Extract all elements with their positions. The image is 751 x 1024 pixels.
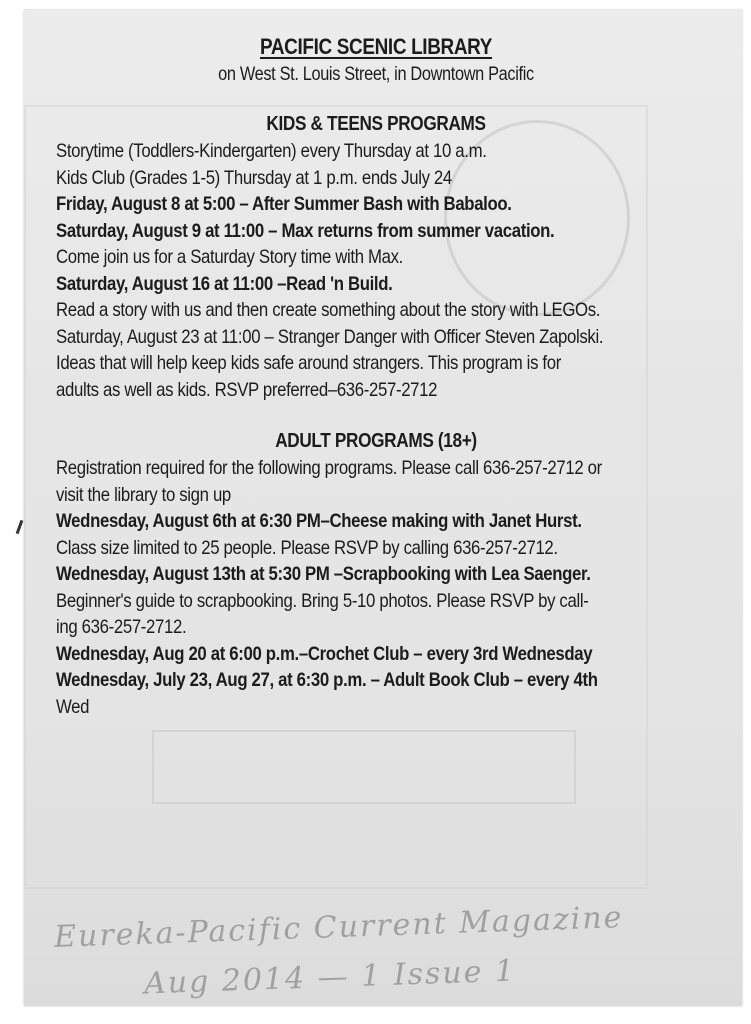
kids-line: Friday, August 8 at 5:00 – After Summer Bash with Babaloo. (56, 193, 512, 215)
page-title: PACIFIC SCENIC LIBRARY (259, 34, 493, 59)
kids-line: Come join us for a Saturday Story time with Max. (56, 246, 403, 268)
section-spacer (56, 403, 696, 427)
article-body (56, 32, 696, 720)
kids-line: Saturday, August 9 at 11:00 – Max returns from summer vacation. (56, 219, 555, 242)
handwritten-date-note: Aug 2014 — 1 Issue 1 (143, 953, 517, 1002)
adult-line: Class size limited to 25 people. Please RSVP by calling 636-257-2712. (56, 536, 558, 559)
kids-line: Ideas that will help keep kids safe around strangers. This program is for (56, 352, 561, 374)
scan-edge-mark (16, 520, 24, 534)
kids-line: Kids Club (Grades 1-5) Thursday at 1 p.m. ends July 24 (56, 166, 452, 189)
adult-line: Registration required for the following programs. Please call 636-257-2712 or (56, 457, 602, 479)
adult-line: Wednesday, July 23, Aug 27, at 6:30 p.m. – Adult Book Club – every 4th (56, 669, 598, 691)
adult-line: Wednesday, August 6th at 6:30 PM–Cheese making with Janet Hurst. (56, 510, 582, 532)
kids-section-heading: KIDS & TEENS PROGRAMS (266, 113, 486, 135)
kids-line: Storytime (Toddlers-Kindergarten) every Thursday at 10 a.m. (56, 140, 487, 162)
adult-line: Beginner's guide to scrapbooking. Bring 5-10 photos. Please RSVP by call- (56, 589, 589, 612)
kids-line: adults as well as kids. RSVP preferred–636-257-2712 (56, 378, 438, 401)
page-subtitle: on West St. Louis Street, in Downtown Pacific (218, 64, 534, 85)
adult-program-list (56, 455, 696, 720)
adult-line: Wednesday, Aug 20 at 6:00 p.m.–Crochet Club – every 3rd Wednesday (56, 642, 593, 665)
kids-line: Saturday, August 16 at 11:00 –Read 'n Build. (56, 272, 393, 295)
kids-line: Saturday, August 23 at 11:00 – Stranger Danger with Officer Steven Zapolski. (56, 325, 604, 348)
newspaper-clipping (24, 10, 742, 1006)
handwritten-source-note: Eureka-Pacific Current Magazine (53, 900, 624, 955)
adult-line: ing 636-257-2712. (56, 616, 187, 638)
adult-line: Wednesday, August 13th at 5:30 PM –Scrapbooking with Lea Saenger. (56, 563, 591, 585)
kids-program-list (56, 138, 696, 403)
adult-section-heading: ADULT PROGRAMS (18+) (275, 430, 477, 452)
adult-line: Wed (56, 695, 90, 718)
kids-line: Read a story with us and then create something about the story with LEGOs. (56, 299, 601, 321)
adult-line: visit the library to sign up (56, 483, 231, 506)
